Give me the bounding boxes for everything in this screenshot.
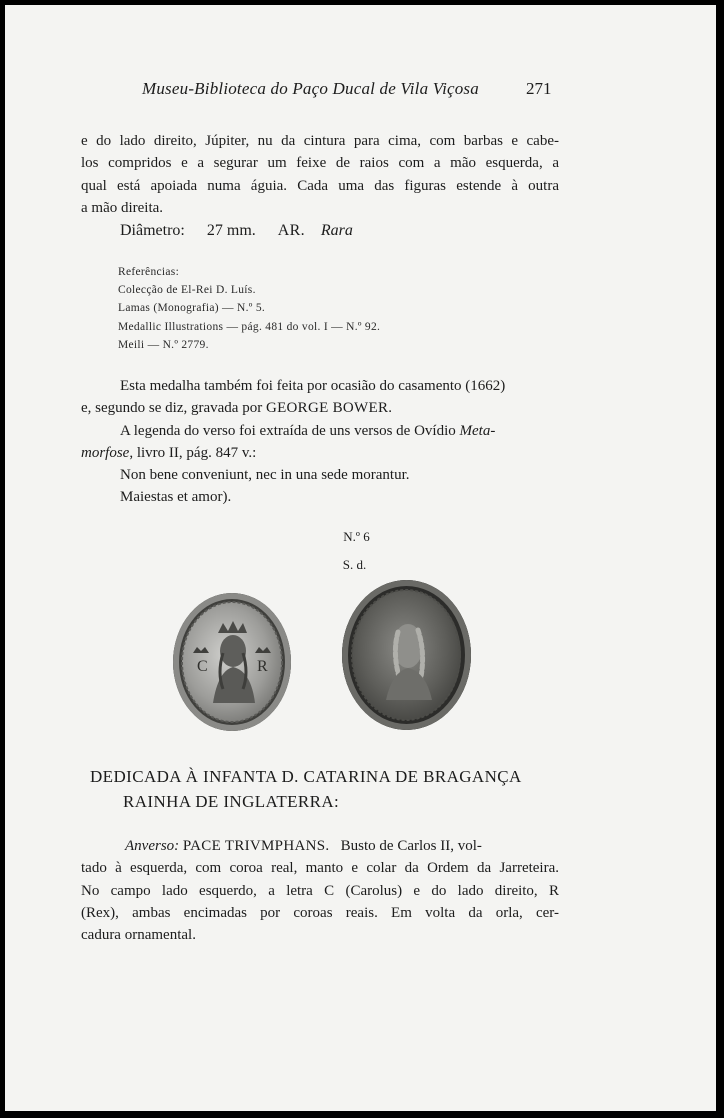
- text-line: No campo lado esquerdo, a letra C (Carolus) e do lado direito, R: [81, 882, 559, 899]
- text-line: [81, 420, 559, 442]
- diameter-line: [120, 220, 598, 242]
- text-line: [81, 397, 559, 419]
- document-page: [5, 5, 716, 1111]
- paragraph-medal-note: [81, 375, 559, 509]
- text-line: (Rex), ambas encimadas por coroas reais. Em volta da orla, cer-: [81, 904, 559, 921]
- reference-item: Lamas (Monografia) — N.º 5.: [118, 302, 266, 315]
- medal-letter-r: R: [257, 658, 268, 675]
- text-italic: Meta-: [459, 422, 496, 439]
- reference-item: Medallic Illustrations — pág. 481 do vol. I — N.º 92.: [118, 320, 381, 333]
- paragraph-description: [81, 130, 559, 219]
- anverso-legend: PACE TRIVMPHANS.: [182, 838, 330, 854]
- medal-obverse-relief: [173, 593, 291, 731]
- text-line: Esta medalha também foi feita por ocasião do casamento (1662): [120, 378, 506, 394]
- header-title: Museu-Biblioteca do Paço Ducal de Vila Viçosa: [142, 79, 479, 98]
- text-segment: A legenda do verso foi extraída de uns versos de Ovídio: [120, 422, 460, 439]
- text-line: tado à esquerda, com coroa real, manto e colar da Ordem da Jarreteira.: [81, 860, 559, 877]
- text-line: los compridos e a segurar um feixe de raios com a mão esquerda, a: [81, 155, 559, 172]
- medal-obverse-image: [173, 593, 291, 731]
- reference-item: Meili — N.º 2779.: [118, 338, 209, 351]
- metal: AR.: [277, 222, 305, 239]
- diameter-label: Diâmetro:: [120, 222, 185, 239]
- page-number: 271: [526, 79, 552, 98]
- engraver-name: GEORGE BOWER.: [265, 400, 393, 417]
- text-italic: morfose: [81, 444, 130, 461]
- text-segment: , livro II, pág. 847 v.:: [129, 444, 257, 461]
- text-line: e do lado direito, Júpiter, nu da cintura para cima, com barbas e cabe-: [81, 133, 559, 149]
- item-number: N.º 6: [343, 529, 370, 544]
- text-line: qual está apoiada numa águia. Cada uma das figuras estende à outra: [81, 177, 559, 194]
- text-line: cadura ornamental.: [81, 927, 196, 944]
- medal-reverse-image: [342, 580, 471, 730]
- section-title-line-2: RAINHA DE INGLATERRA:: [123, 792, 340, 811]
- anverso-label: Anverso:: [125, 838, 180, 854]
- verse-line: Non bene conveniunt, nec in una sede morantur.: [120, 467, 410, 484]
- running-header: [5, 79, 716, 107]
- diameter-value: 27 mm.: [206, 222, 256, 239]
- text-segment: Busto de Carlos II, vol-: [340, 838, 482, 854]
- text-line: [81, 442, 559, 464]
- rarity: Rara: [320, 222, 353, 239]
- verse-line: Maiestas et amor).: [120, 489, 232, 506]
- references-heading: Referências:: [118, 266, 180, 278]
- text-line: [81, 835, 559, 857]
- references: [118, 263, 380, 354]
- paragraph-anverso: [81, 835, 559, 946]
- section-title-line-1: DEDICADA À INFANTA D. CATARINA DE BRAGANÇA: [90, 767, 522, 786]
- text-segment: e, segundo se diz, gravada por: [81, 400, 266, 417]
- item-date: S. d.: [342, 557, 367, 572]
- reference-item: Colecção de El-Rei D. Luís.: [118, 284, 256, 297]
- text-line: a mão direita.: [81, 199, 164, 216]
- medal-letter-c: C: [197, 658, 208, 675]
- medal-reverse-relief: [342, 580, 471, 730]
